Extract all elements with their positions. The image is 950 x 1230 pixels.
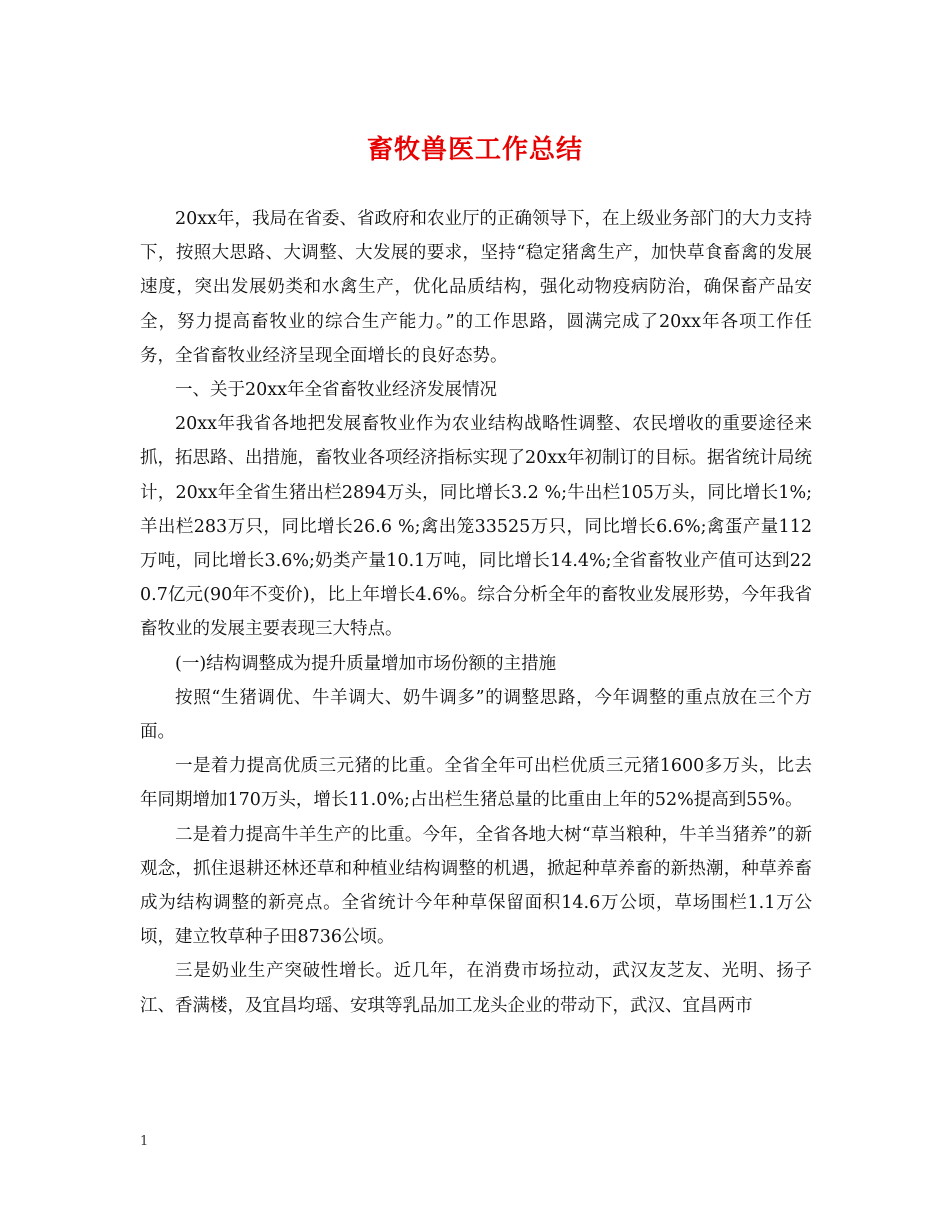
document-title: 畜牧兽医工作总结 [366, 135, 583, 165]
paragraph-point-3: 三是奶业生产突破性增长。近几年，在消费市场拉动，武汉友芝友、光明、扬子江、香满楼，及宜昌均瑶、安琪等乳品加工龙头企业的带动下，武汉、宜昌两市 [140, 961, 812, 1016]
paragraph-statistics: 20xx年我省各地把发展畜牧业作为农业结构战略性调整、农民增收的重要途径来抓，拓思路、出措施，畜牧业各项经济指标实现了20xx年初制订的目标。据省统计局统计，20xx年全省生猪出栏2894万头，同比增长3.2 %;牛出栏105万头，同比增长1%;羊出栏283万只，同比增长26.6 %;禽出笼33525万只，同比增长6.6%;禽蛋产量112万吨，同比增长3.6%;奶类产量10.1万吨，同比增长14.4%;全省畜牧业产值可达到220.7亿元(90年不变价)，比上年增长4.6%。综合分析全年的畜牧业发展形势，今年我省畜牧业的发展主要表现三大特点。 [140, 414, 813, 640]
paragraph-point-2: 二是着力提高牛羊生产的比重。今年，全省各地大树“草当粮种，牛羊当猪养”的新观念，抓住退耕还林还草和种植业结构调整的机遇，掀起种草养畜的新热潮，种草养畜成为结构调整的新亮点。全省统计今年种草保留面积14.6万公顷，草场围栏1.1万公顷，建立牧草种子田8736公顷。 [140, 824, 812, 948]
section-heading-1: 一、关于20xx年全省畜牧业经济发展情况 [175, 380, 498, 401]
paragraph-adjustment: 按照“生猪调优、牛羊调大、奶牛调多”的调整思路，今年调整的重点放在三个方面。 [140, 687, 812, 743]
paragraph-intro: 20xx年，我局在省委、省政府和农业厅的正确领导下，在上级业务部门的大力支持下，按照大思路、大调整、大发展的要求，坚持“稳定猪禽生产，加快草食畜禽的发展速度，突出发展奶类和水禽生产，优化品质结构，强化动物疫病防治，确保畜产品安全，努力提高畜牧业的综合生产能力。”的工作思路，圆满完成了20xx年各项工作任务，全省畜牧业经济呈现全面增长的良好态势。 [140, 209, 813, 366]
subsection-heading-1: (一)结构调整成为提升质量增加市场份额的主措施 [175, 653, 557, 674]
paragraph-point-1: 一是着力提高优质三元猪的比重。全省全年可出栏优质三元猪1600多万头，比去年同期增加170万头，增长11.0%;占出栏生猪总量的比重由上年的52%提高到55%。 [140, 756, 812, 811]
page-number: 1 [140, 1134, 149, 1149]
document-body [140, 202, 812, 1023]
